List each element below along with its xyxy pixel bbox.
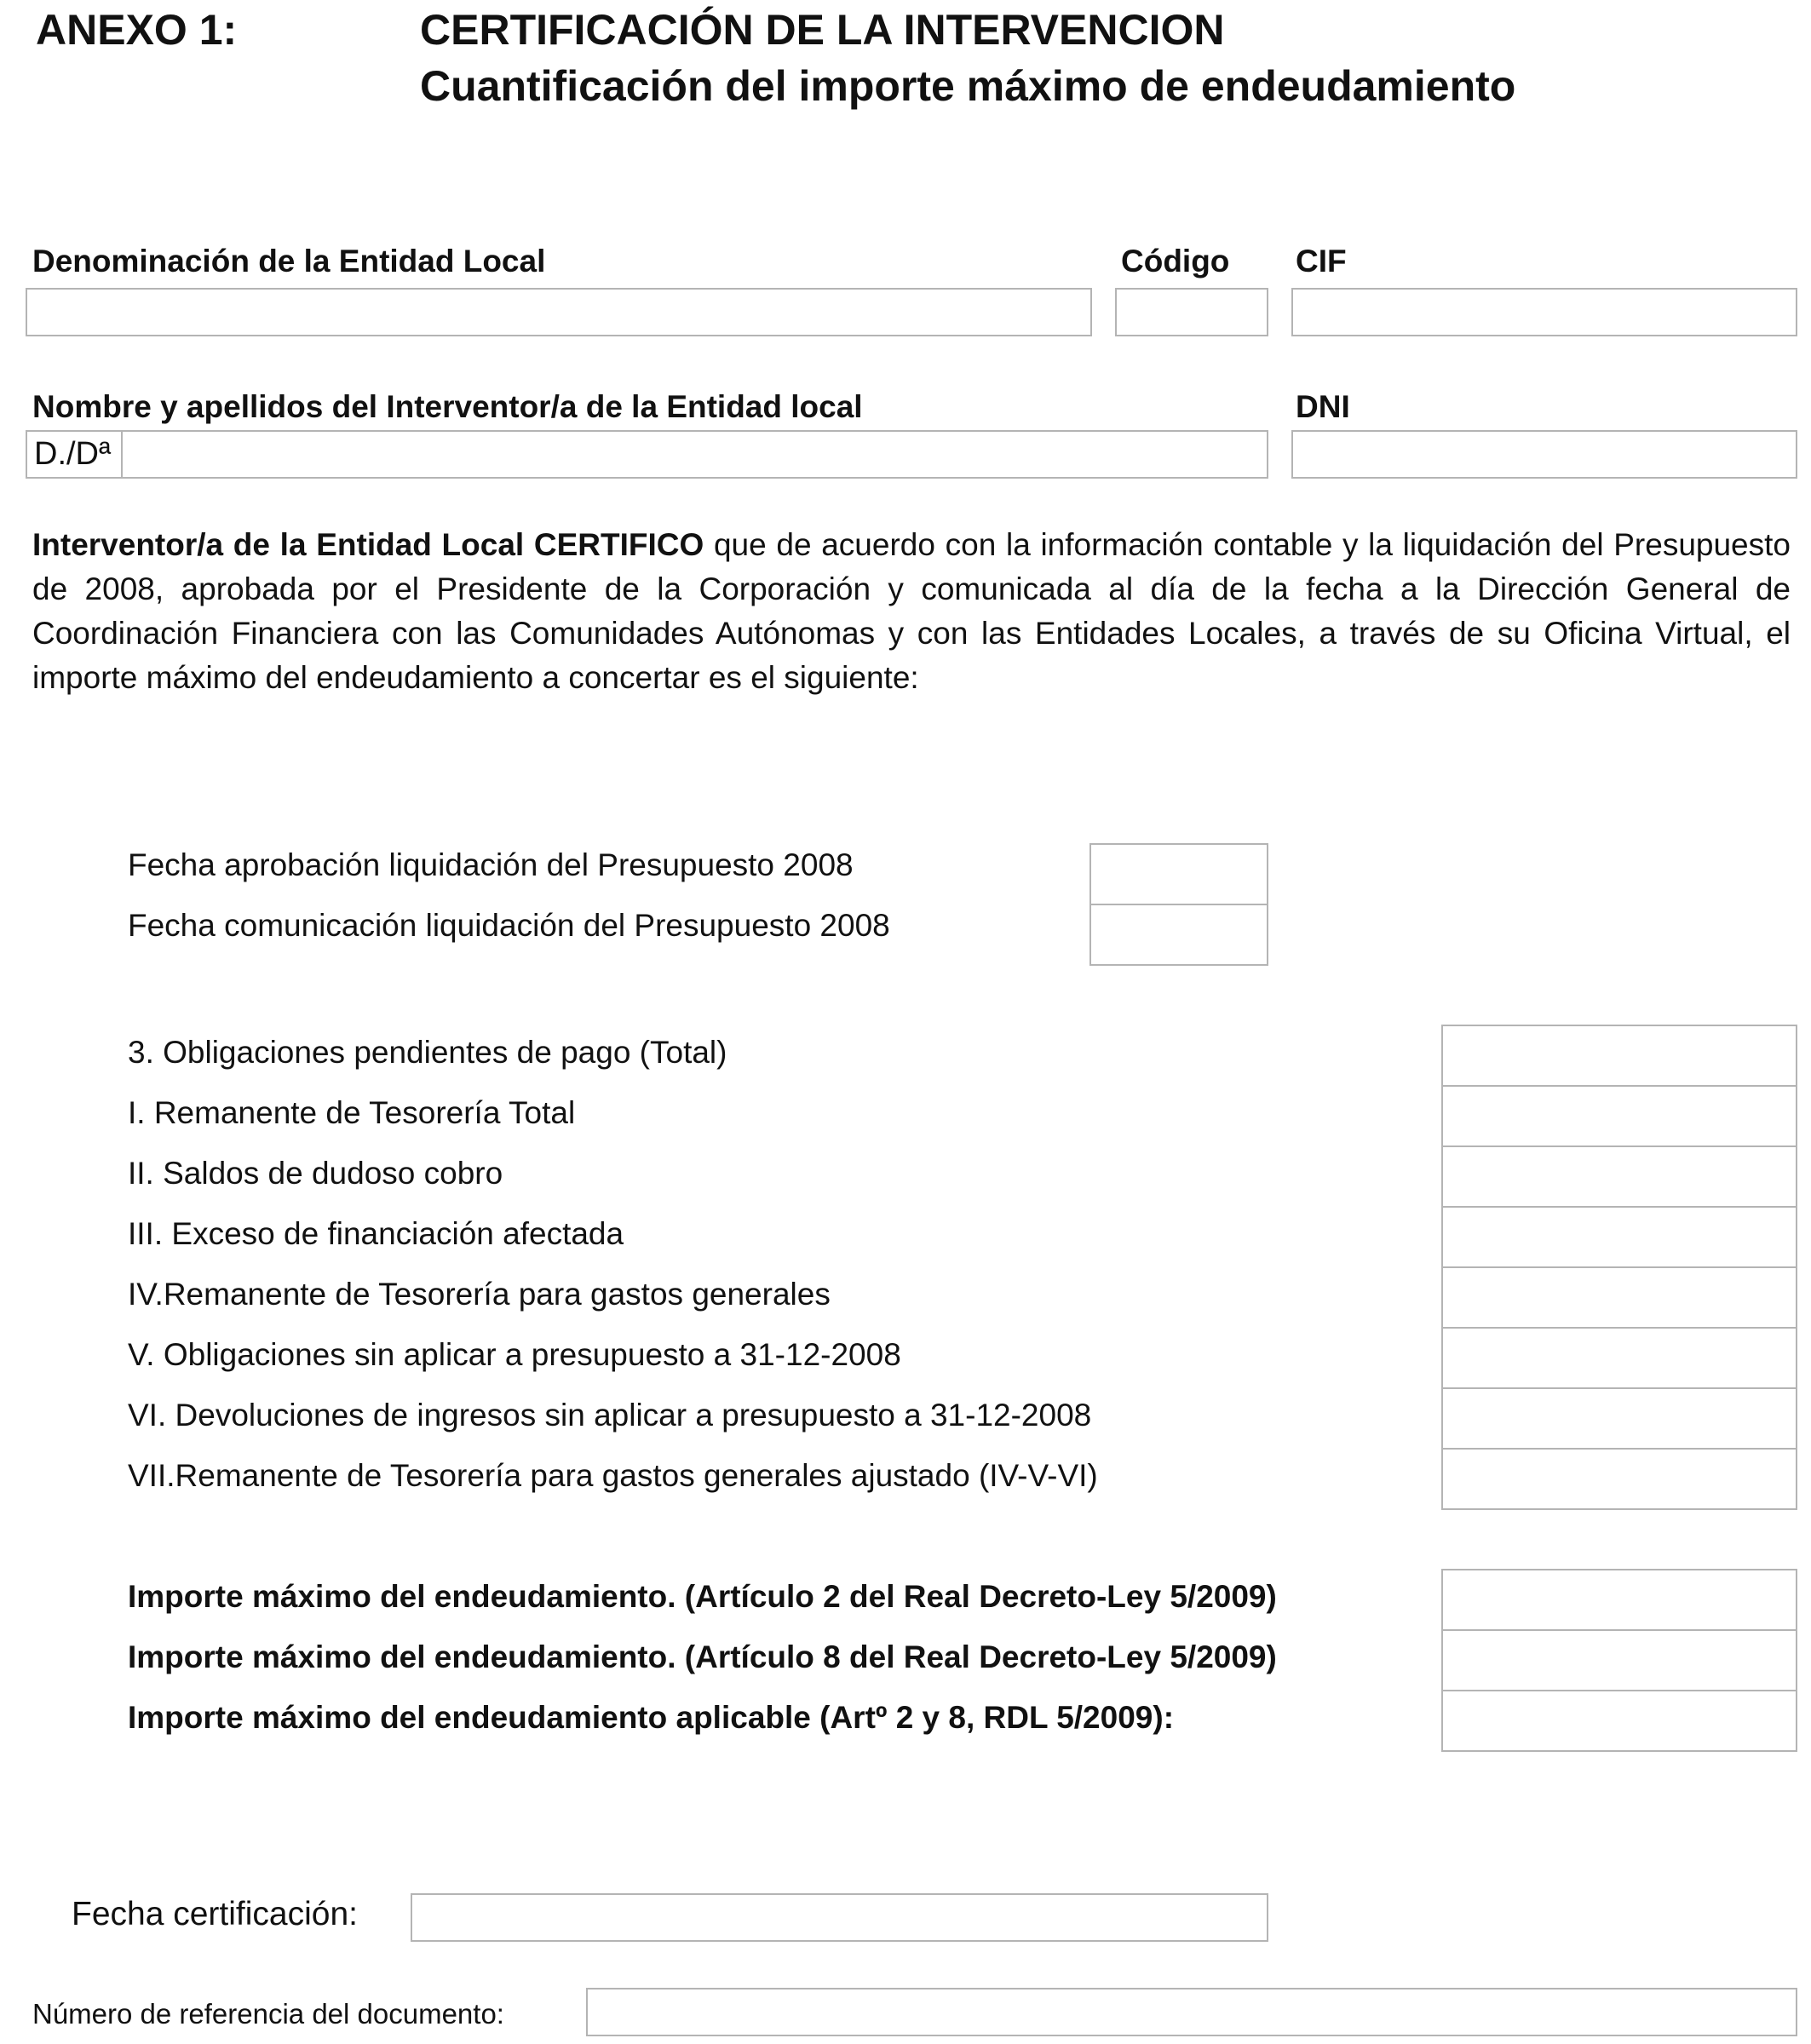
- date-row-label: Fecha comunicación liquidación del Presupuesto 2008: [128, 908, 890, 943]
- annex-label: ANEXO 1:: [36, 6, 238, 54]
- document-title: CERTIFICACIÓN DE LA INTERVENCION: [420, 6, 1225, 54]
- doc-reference-field[interactable]: [586, 1988, 1797, 2036]
- amount-row-field[interactable]: [1441, 1266, 1797, 1329]
- auditor-title-prefix: D./Dª: [27, 432, 123, 477]
- auditor-dni-label: DNI: [1296, 389, 1350, 424]
- amount-row-field[interactable]: [1441, 1387, 1797, 1450]
- certification-text: que de acuerdo con la información contable y la liquidación del Presupuesto de 2008, aprobada por el Presidente de la Corporación y comunicada al día de la fecha a la Dirección General de Coordinación Financiera con las Comunidades Autónomas y con las Entidades Locales, a través de su Oficina Virtual, el importe máximo del endeudamiento a concertar es el siguiente:: [32, 527, 1791, 695]
- date-row-label: Fecha aprobación liquidación del Presupuesto 2008: [128, 847, 854, 882]
- entity-cif-label: CIF: [1296, 244, 1347, 278]
- debt-row-label: Importe máximo del endeudamiento. (Artículo 8 del Real Decreto-Ley 5/2009): [128, 1639, 1277, 1674]
- auditor-dni-field[interactable]: [1291, 430, 1797, 479]
- auditor-name-label: Nombre y apellidos del Interventor/a de la Entidad local: [32, 389, 863, 424]
- entity-name-label: Denominación de la Entidad Local: [32, 244, 546, 278]
- entity-code-label: Código: [1121, 244, 1230, 278]
- debt-row-label: Importe máximo del endeudamiento aplicable (Artº 2 y 8, RDL 5/2009):: [128, 1700, 1175, 1735]
- amount-row-field[interactable]: [1441, 1206, 1797, 1268]
- cert-date-field[interactable]: [411, 1893, 1268, 1942]
- date-row-field[interactable]: [1089, 843, 1268, 905]
- amount-row-label: V. Obligaciones sin aplicar a presupuesto a 31-12-2008: [128, 1337, 901, 1372]
- debt-row-field[interactable]: [1441, 1690, 1797, 1752]
- debt-row-field[interactable]: [1441, 1629, 1797, 1691]
- amount-row-label: I. Remanente de Tesorería Total: [128, 1095, 576, 1130]
- debt-row-field[interactable]: [1441, 1569, 1797, 1631]
- amount-row-field[interactable]: [1441, 1085, 1797, 1147]
- certification-paragraph: [32, 523, 1791, 700]
- amount-row-field[interactable]: [1441, 1145, 1797, 1208]
- certification-lead: Interventor/a de la Entidad Local CERTIFICO: [32, 527, 704, 562]
- date-row-field[interactable]: [1089, 904, 1268, 966]
- entity-name-field[interactable]: [26, 288, 1092, 336]
- amount-row-label: 3. Obligaciones pendientes de pago (Total): [128, 1035, 727, 1070]
- amount-row-label: II. Saldos de dudoso cobro: [128, 1156, 503, 1191]
- cert-date-label: Fecha certificación:: [72, 1896, 358, 1932]
- amount-row-label: III. Exceso de financiación afectada: [128, 1216, 624, 1251]
- entity-code-field[interactable]: [1115, 288, 1268, 336]
- amount-row-label: VI. Devoluciones de ingresos sin aplicar a presupuesto a 31-12-2008: [128, 1398, 1092, 1433]
- amount-row-field[interactable]: [1441, 1327, 1797, 1389]
- amount-row-field[interactable]: [1441, 1025, 1797, 1087]
- doc-reference-label: Número de referencia del documento:: [32, 1998, 504, 2030]
- document-subtitle: Cuantificación del importe máximo de endeudamiento: [420, 62, 1516, 110]
- amount-row-label: VII.Remanente de Tesorería para gastos generales ajustado (IV-V-VI): [128, 1458, 1098, 1493]
- amount-row-label: IV.Remanente de Tesorería para gastos generales: [128, 1277, 831, 1312]
- entity-cif-field[interactable]: [1291, 288, 1797, 336]
- auditor-name-field[interactable]: [26, 430, 1268, 479]
- amount-row-field[interactable]: [1441, 1448, 1797, 1510]
- debt-row-label: Importe máximo del endeudamiento. (Artículo 2 del Real Decreto-Ley 5/2009): [128, 1579, 1277, 1614]
